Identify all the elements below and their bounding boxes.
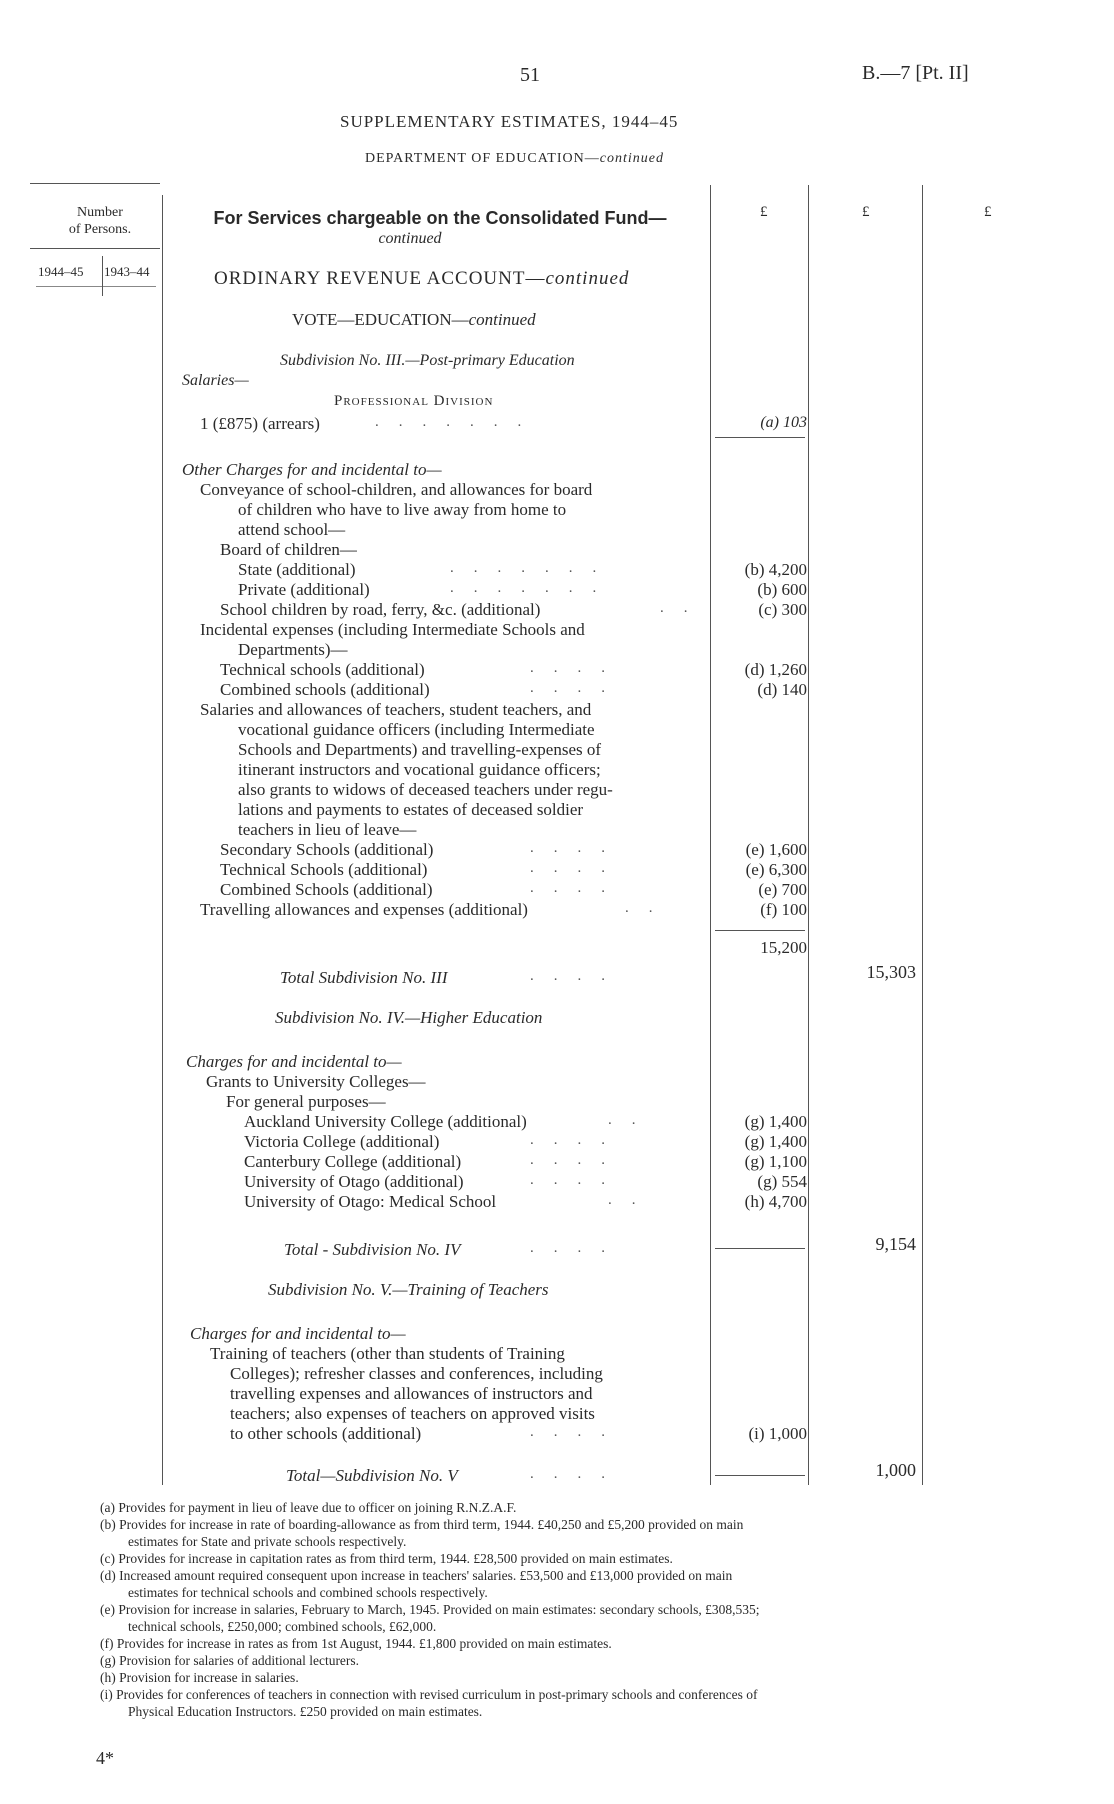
arrears-item: 1 (£875) (arrears) <box>200 414 320 433</box>
road-amount: (c) 300 <box>758 600 807 619</box>
training-line-1: Training of teachers (other than students of Training <box>210 1344 565 1363</box>
department-title: DEPARTMENT OF EDUCATION—continued <box>365 151 664 166</box>
subtotal-rule <box>715 1475 805 1476</box>
account-title: ORDINARY REVENUE ACCOUNT—continued <box>214 268 630 289</box>
year-divider <box>102 256 103 296</box>
canterbury-amount: (g) 1,100 <box>744 1152 807 1171</box>
column-divider-2 <box>808 185 809 1485</box>
leader-dots: .... <box>530 1424 625 1440</box>
subdivision-5-total-label: Total—Subdivision No. V <box>286 1466 458 1485</box>
private-amount: (b) 600 <box>757 580 807 599</box>
salaries-line-1: Salaries and allowances of teachers, student teachers, and <box>200 700 592 719</box>
victoria-item: Victoria College (additional) <box>244 1132 440 1151</box>
otago-item: University of Otago (additional) <box>244 1172 464 1191</box>
salaries-line-7: teachers in lieu of leave— <box>238 820 417 839</box>
salaries-heading: Salaries— <box>182 372 249 389</box>
combined-item: Combined schools (additional) <box>220 680 430 699</box>
persons-header-rule <box>30 248 160 249</box>
footnote-b-cont: estimates for State and private schools respectively. <box>128 1534 407 1549</box>
training-line-5: to other schools (additional) <box>230 1424 422 1443</box>
page-title: SUPPLEMENTARY ESTIMATES, 1944–45 <box>340 112 679 131</box>
private-item: Private (additional) <box>238 580 370 599</box>
leader-dots: .. <box>608 1112 656 1128</box>
training-line-4: teachers; also expenses of teachers on approved visits <box>230 1404 595 1423</box>
leader-dots: .. <box>608 1192 656 1208</box>
state-item: State (additional) <box>238 560 356 579</box>
footnote-a: (a) Provides for payment in lieu of leave due to officer on joining R.N.Z.A.F. <box>100 1500 517 1515</box>
auckland-amount: (g) 1,400 <box>744 1112 807 1131</box>
medical-school-amount: (h) 4,700 <box>744 1192 807 1211</box>
column-divider-1 <box>710 185 711 1485</box>
conveyance-line-3: attend school— <box>238 520 346 539</box>
footnote-d: (d) Increased amount required consequent upon increase in teachers' salaries. £53,500 and £13,000 provided on main <box>100 1568 733 1583</box>
footnote-b: (b) Provides for increase in rate of boarding-allowance as from third term, 1944. £40,250 and £5,200 provided on main <box>100 1517 744 1532</box>
travelling-amount: (f) 100 <box>760 900 807 919</box>
currency-col-1: £ <box>760 204 768 220</box>
incidental-line-2: Departments)— <box>238 640 348 659</box>
grants-heading: Grants to University Colleges— <box>206 1072 426 1091</box>
comb-schools-amount: (e) 700 <box>758 880 807 899</box>
leader-dots: .... <box>530 968 625 984</box>
subdivision-4-total-label: Total - Subdivision No. IV <box>284 1240 461 1259</box>
services-heading: For Services chargeable on the Consolidated Fund— <box>213 208 667 228</box>
services-continued: continued <box>378 230 442 247</box>
column-divider-3 <box>922 185 923 1485</box>
professional-division: Professional Division <box>334 393 494 409</box>
leader-dots: .. <box>660 600 708 616</box>
tech-schools-item: Technical Schools (additional) <box>220 860 428 879</box>
other-charges-heading: Other Charges for and incidental to— <box>182 460 442 479</box>
secondary-item: Secondary Schools (additional) <box>220 840 434 859</box>
conveyance-line-1: Conveyance of school-children, and allowances for board <box>200 480 593 499</box>
subdivision-4-charges: Charges for and incidental to— <box>186 1052 402 1071</box>
road-item: School children by road, ferry, &c. (additional) <box>220 600 541 619</box>
victoria-amount: (g) 1,400 <box>744 1132 807 1151</box>
subdivision-3-total-label: Total Subdivision No. III <box>280 968 448 987</box>
subdivision-4-heading: Subdivision No. IV.—Higher Education <box>275 1008 543 1027</box>
leader-dots: .... <box>530 860 625 876</box>
footnote-c: (c) Provides for increase in capitation rates as from third term, 1944. £28,500 provided on main estimates. <box>100 1551 673 1566</box>
leader-dots: .... <box>530 680 625 696</box>
arrears-amount: (a) 103 <box>760 414 807 431</box>
persons-header-1: Number <box>77 205 123 220</box>
persons-dash-rule <box>36 286 156 287</box>
technical-item: Technical schools (additional) <box>220 660 425 679</box>
footnote-d-cont: estimates for technical schools and combined schools respectively. <box>128 1585 488 1600</box>
signature-mark: 4* <box>96 1748 114 1768</box>
leader-dots: .... <box>530 1240 625 1256</box>
subdivision-3-heading: Subdivision No. III.—Post-primary Education <box>280 352 575 369</box>
salaries-line-4: itinerant instructors and vocational guidance officers; <box>238 760 601 779</box>
general-purposes: For general purposes— <box>226 1092 386 1111</box>
subdivision-5-total: 1,000 <box>875 1460 916 1480</box>
salaries-line-6: lations and payments to estates of deceased soldier <box>238 800 584 819</box>
footnote-h: (h) Provision for increase in salaries. <box>100 1670 299 1685</box>
leader-dots: .... <box>530 880 625 896</box>
footnote-e: (e) Provision for increase in salaries, February to March, 1945. Provided on main estimates: secondary schools, £308,535; <box>100 1602 760 1617</box>
training-line-3: travelling expenses and allowances of instructors and <box>230 1384 593 1403</box>
leader-dots: .... <box>530 1132 625 1148</box>
training-amount: (i) 1,000 <box>748 1424 807 1443</box>
document-reference: B.—7 [Pt. II] <box>862 62 969 84</box>
year-2: 1944–45 <box>38 264 84 279</box>
leader-dots: ....... <box>375 414 542 430</box>
comb-schools-item: Combined Schools (additional) <box>220 880 433 899</box>
salaries-line-3: Schools and Departments) and travelling-expenses of <box>238 740 602 759</box>
otago-amount: (g) 554 <box>757 1172 807 1191</box>
leader-dots: ....... <box>450 560 617 576</box>
tech-schools-amount: (e) 6,300 <box>745 860 807 879</box>
page-number: 51 <box>520 64 540 86</box>
footnote-i-cont: Physical Education Instructors. £250 provided on main estimates. <box>128 1704 483 1719</box>
subdivision-3-total: 15,303 <box>866 962 916 982</box>
subtotal-rule <box>715 1248 805 1249</box>
persons-top-rule <box>30 183 160 184</box>
subdivision-4-total: 9,154 <box>875 1234 916 1254</box>
subtotal-rule <box>715 930 805 931</box>
auckland-item: Auckland University College (additional) <box>244 1112 527 1131</box>
currency-col-2: £ <box>862 204 870 220</box>
leader-dots: .... <box>530 840 625 856</box>
subdivision-5-heading: Subdivision No. V.—Training of Teachers <box>268 1280 549 1299</box>
persons-header-2: of Persons. <box>68 222 132 237</box>
vote-title: VOTE—EDUCATION—continued <box>292 310 536 329</box>
medical-school-item: University of Otago: Medical School <box>244 1192 497 1211</box>
training-line-2: Colleges); refresher classes and conferences, including <box>230 1364 603 1383</box>
state-amount: (b) 4,200 <box>744 560 807 579</box>
footnote-g: (g) Provision for salaries of additional lecturers. <box>100 1653 360 1668</box>
subtotal-rule <box>715 437 805 438</box>
leader-dots: .... <box>530 1172 625 1188</box>
technical-amount: (d) 1,260 <box>744 660 807 679</box>
incidental-line-1: Incidental expenses (including Intermediate Schools and <box>200 620 585 639</box>
footnote-e-cont: technical schools, £250,000; combined schools, £62,000. <box>128 1619 437 1634</box>
leader-dots: ....... <box>450 580 617 596</box>
board-heading: Board of children— <box>220 540 357 559</box>
salaries-line-5: also grants to widows of deceased teachers under regu- <box>238 780 613 799</box>
currency-col-3: £ <box>984 204 992 220</box>
travelling-item: Travelling allowances and expenses (additional) <box>200 900 528 919</box>
salaries-line-2: vocational guidance officers (including Intermediate <box>238 720 595 739</box>
year-1: 1943–44 <box>104 264 150 279</box>
leader-dots: .... <box>530 1152 625 1168</box>
leader-dots: .. <box>625 900 673 916</box>
canterbury-item: Canterbury College (additional) <box>244 1152 462 1171</box>
secondary-amount: (e) 1,600 <box>745 840 807 859</box>
leader-dots: .... <box>530 1466 625 1482</box>
footnote-i: (i) Provides for conferences of teachers in connection with revised curriculum in post-primary schools and conferences of <box>100 1687 758 1702</box>
leader-dots: .... <box>530 660 625 676</box>
combined-amount: (d) 140 <box>757 680 807 699</box>
subdivision-5-charges: Charges for and incidental to— <box>190 1324 406 1343</box>
subdivision-3-subtotal: 15,200 <box>760 938 807 957</box>
footnote-f: (f) Provides for increase in rates as from 1st August, 1944. £1,800 provided on main estimates. <box>100 1636 612 1651</box>
persons-column-divider <box>162 195 163 1485</box>
conveyance-line-2: of children who have to live away from home to <box>238 500 567 519</box>
